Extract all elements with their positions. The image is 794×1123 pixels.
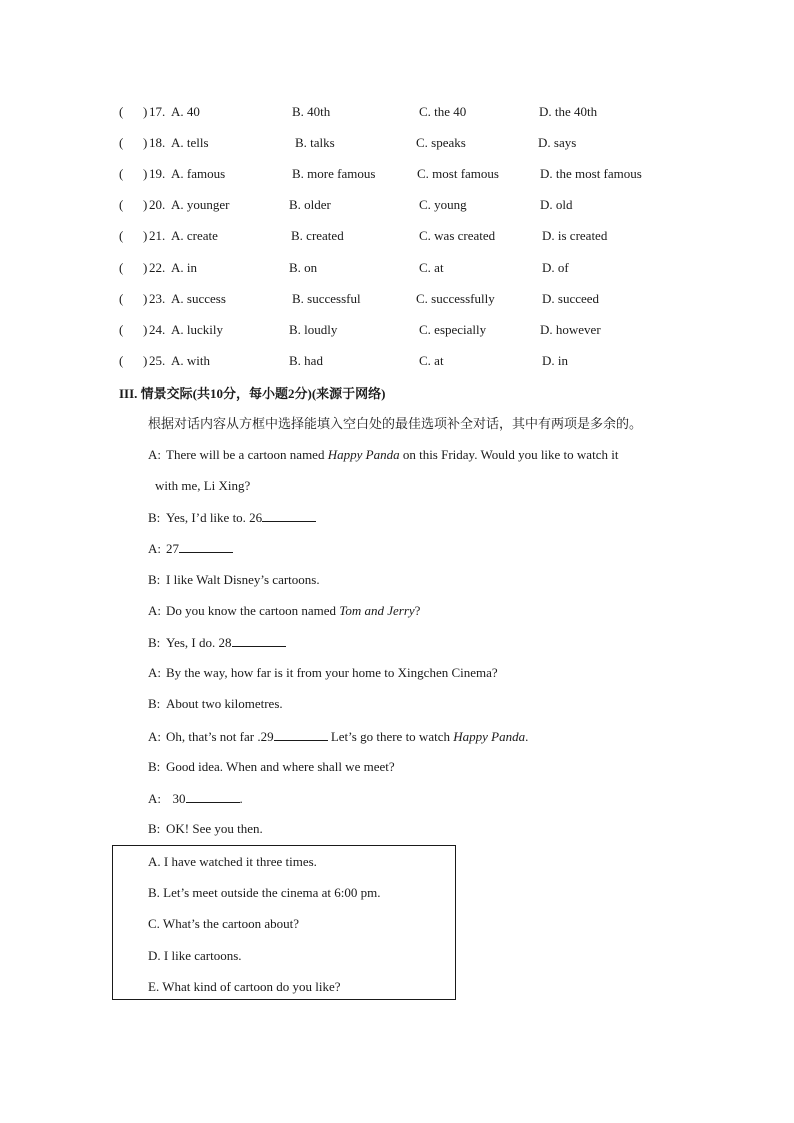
speaker-label: A:: [148, 665, 161, 680]
speaker-label: B:: [148, 635, 161, 650]
option-d: D. is created: [542, 228, 608, 243]
option-c: C. successfully: [416, 291, 495, 306]
option-a: A. famous: [171, 166, 226, 181]
box-option-a: A. I have watched it three times.: [148, 854, 317, 869]
box-option-b: B. Let’s meet outside the cinema at 6:00 pm.: [148, 885, 381, 900]
box-option-c: C. What’s the cartoon about?: [148, 916, 300, 931]
question-number: 20.: [149, 197, 166, 212]
option-b: B. on: [289, 260, 318, 275]
dialogue-line: [148, 570, 320, 590]
speaker-label: A:: [148, 541, 161, 556]
dialogue-line: [155, 476, 250, 496]
option-d: D. says: [538, 135, 577, 150]
dialogue-text: By the way, how far is it from your home to Xingchen Cinema?: [166, 665, 498, 680]
option-a: A. in: [171, 260, 197, 275]
question-number: 22.: [149, 260, 166, 275]
option-c: C. especially: [419, 322, 487, 337]
option-b: B. had: [289, 353, 323, 368]
answer-blank-29[interactable]: [274, 726, 328, 741]
option-c: C. was created: [419, 228, 496, 243]
question-number: 19.: [149, 166, 166, 181]
question-number: 25.: [149, 353, 166, 368]
option-b: B. more famous: [292, 166, 376, 181]
option-c: C. speaks: [416, 135, 466, 150]
option-b: B. successful: [292, 291, 361, 306]
dialogue-text: There will be a cartoon named: [166, 447, 328, 462]
option-d: D. of: [542, 260, 569, 275]
question-number: 18.: [149, 135, 166, 150]
dialogue-text: Good idea. When and where shall we meet?: [166, 759, 395, 774]
cartoon-title: Tom and Jerry: [339, 603, 415, 618]
option-d: D. the 40th: [539, 104, 598, 119]
dialogue-text: I like Walt Disney’s cartoons.: [166, 572, 320, 587]
worksheet-page: ( ) 17. A. 40 B. 40th C. the 40 D. the 40th ( ) 18. A. tells B. talks C. speaks D. says ( ) 19. A. famous B. more famous C. most famous D. the most famous ( ) 20. A. younger B. older C. young D. old ( ) 21. A. create B. created C. was created D. is created ( ) 22. A. in B. on C. at D. of ( ) 23. A. success B. successful C. successfully D. succeed ( ) 24. A. luckily B. loudly C. especially D. however ( ) 25. A. with B. had C. at D. in III. 情景交际(共10分，每小题2分)(来源于网络) 根据对话内容从方框中选择能填入空白处的最佳选项补全对话，其中有两项是多余的。 A: There will be a cartoon named Happy Panda on this Friday. Would you like to watch it with me, Li Xing? B: Yes, I’d like to. 26 A: 27 B: I like Walt Disney’s cartoons. A: Do you know the cartoon named Tom and Jerry? B: Yes, I do. 28 A: By the way, how far is it from your home to Xingchen Cinema? B: About two kilometres. A: Oh, that’s not far .29 Let’s go there to watch Happy Panda. B: Good idea. When and where shall we meet? A: 30 . B: OK! See you then. A. I have watched it three times. B. Let’s meet outside the cinema at 6:00 pm. C. What’s the cartoon about? D. I like cartoons. E. What kind of cartoon do you like?: [0, 0, 794, 1123]
option-a: A. create: [171, 228, 218, 243]
box-option-e: E. What kind of cartoon do you like?: [148, 979, 341, 994]
option-d: D. old: [540, 197, 573, 212]
dialogue-line: [148, 601, 420, 621]
dialogue-text: Do you know the cartoon named: [166, 603, 340, 618]
answer-blank-26[interactable]: [262, 507, 316, 522]
option-a: A. luckily: [171, 322, 223, 337]
option-c: C. at: [419, 353, 444, 368]
dialogue-line: [148, 445, 618, 465]
option-a: A. younger: [171, 197, 230, 212]
box-option-d: D. I like cartoons.: [148, 948, 242, 963]
dialogue-line: [148, 788, 243, 808]
option-d: D. the most famous: [540, 166, 642, 181]
dialogue-text: About two kilometres.: [166, 696, 283, 711]
dialogue-text: .: [525, 729, 529, 744]
dialogue-text: Yes, I’d like to. 26: [166, 510, 263, 525]
option-d: D. succeed: [542, 291, 600, 306]
options-box: [112, 845, 456, 1000]
option-c: C. at: [419, 260, 444, 275]
speaker-label: B:: [148, 696, 161, 711]
option-a: A. success: [171, 291, 226, 306]
dialogue-line: [148, 819, 263, 839]
option-b: B. created: [291, 228, 344, 243]
dialogue-line: [148, 632, 286, 652]
option-b: B. talks: [295, 135, 335, 150]
speaker-label: A:: [148, 447, 161, 462]
option-c: C. the 40: [419, 104, 467, 119]
option-a: A. 40: [171, 104, 200, 119]
dialogue-text: ?: [414, 603, 421, 618]
option-c: C. young: [419, 197, 467, 212]
dialogue-line: [148, 663, 498, 683]
question-number: 21.: [149, 228, 166, 243]
dialogue-text: 30: [166, 791, 186, 806]
speaker-label: B:: [148, 821, 161, 836]
dialogue-text: Let’s go there to watch: [327, 729, 454, 744]
dialogue-text: with me, Li Xing?: [155, 478, 251, 493]
section-title: III. 情景交际(共10分，每小题2分)(来源于网络): [119, 386, 386, 401]
dialogue-text: Yes, I do. 28: [166, 635, 232, 650]
question-number: 17.: [149, 104, 166, 119]
option-d: D. in: [542, 353, 568, 368]
answer-blank-27[interactable]: [179, 538, 233, 553]
speaker-label: A:: [148, 791, 161, 806]
option-a: A. tells: [171, 135, 209, 150]
question-number: 23.: [149, 291, 166, 306]
speaker-label: B:: [148, 759, 161, 774]
dialogue-line: [148, 507, 316, 527]
speaker-label: A:: [148, 603, 161, 618]
dialogue-text: on this Friday. Would you like to watch it: [399, 447, 619, 462]
option-c: C. most famous: [417, 166, 499, 181]
dialogue-text: OK! See you then.: [166, 821, 263, 836]
dialogue-text: 27: [166, 541, 179, 556]
dialogue-line: [148, 694, 283, 714]
dialogue-line: [148, 726, 528, 746]
answer-blank-28[interactable]: [232, 632, 286, 647]
cartoon-title: Happy Panda: [453, 729, 526, 744]
cartoon-title: Happy Panda: [327, 447, 400, 462]
option-d: D. however: [540, 322, 601, 337]
section-instruction: 根据对话内容从方框中选择能填入空白处的最佳选项补全对话，其中有两项是多余的。: [148, 416, 643, 431]
dialogue-line: [148, 757, 395, 777]
speaker-label: B:: [148, 572, 161, 587]
dialogue-text: Oh, that’s not far .29: [166, 729, 274, 744]
dialogue-line: [148, 538, 233, 558]
speaker-label: A:: [148, 729, 161, 744]
option-b: B. 40th: [292, 104, 331, 119]
question-number: 24.: [149, 322, 166, 337]
answer-blank-30[interactable]: [186, 788, 240, 803]
dialogue-text: .: [239, 791, 243, 806]
speaker-label: B:: [148, 510, 161, 525]
option-b: B. loudly: [289, 322, 338, 337]
option-b: B. older: [289, 197, 331, 212]
option-a: A. with: [171, 353, 210, 368]
